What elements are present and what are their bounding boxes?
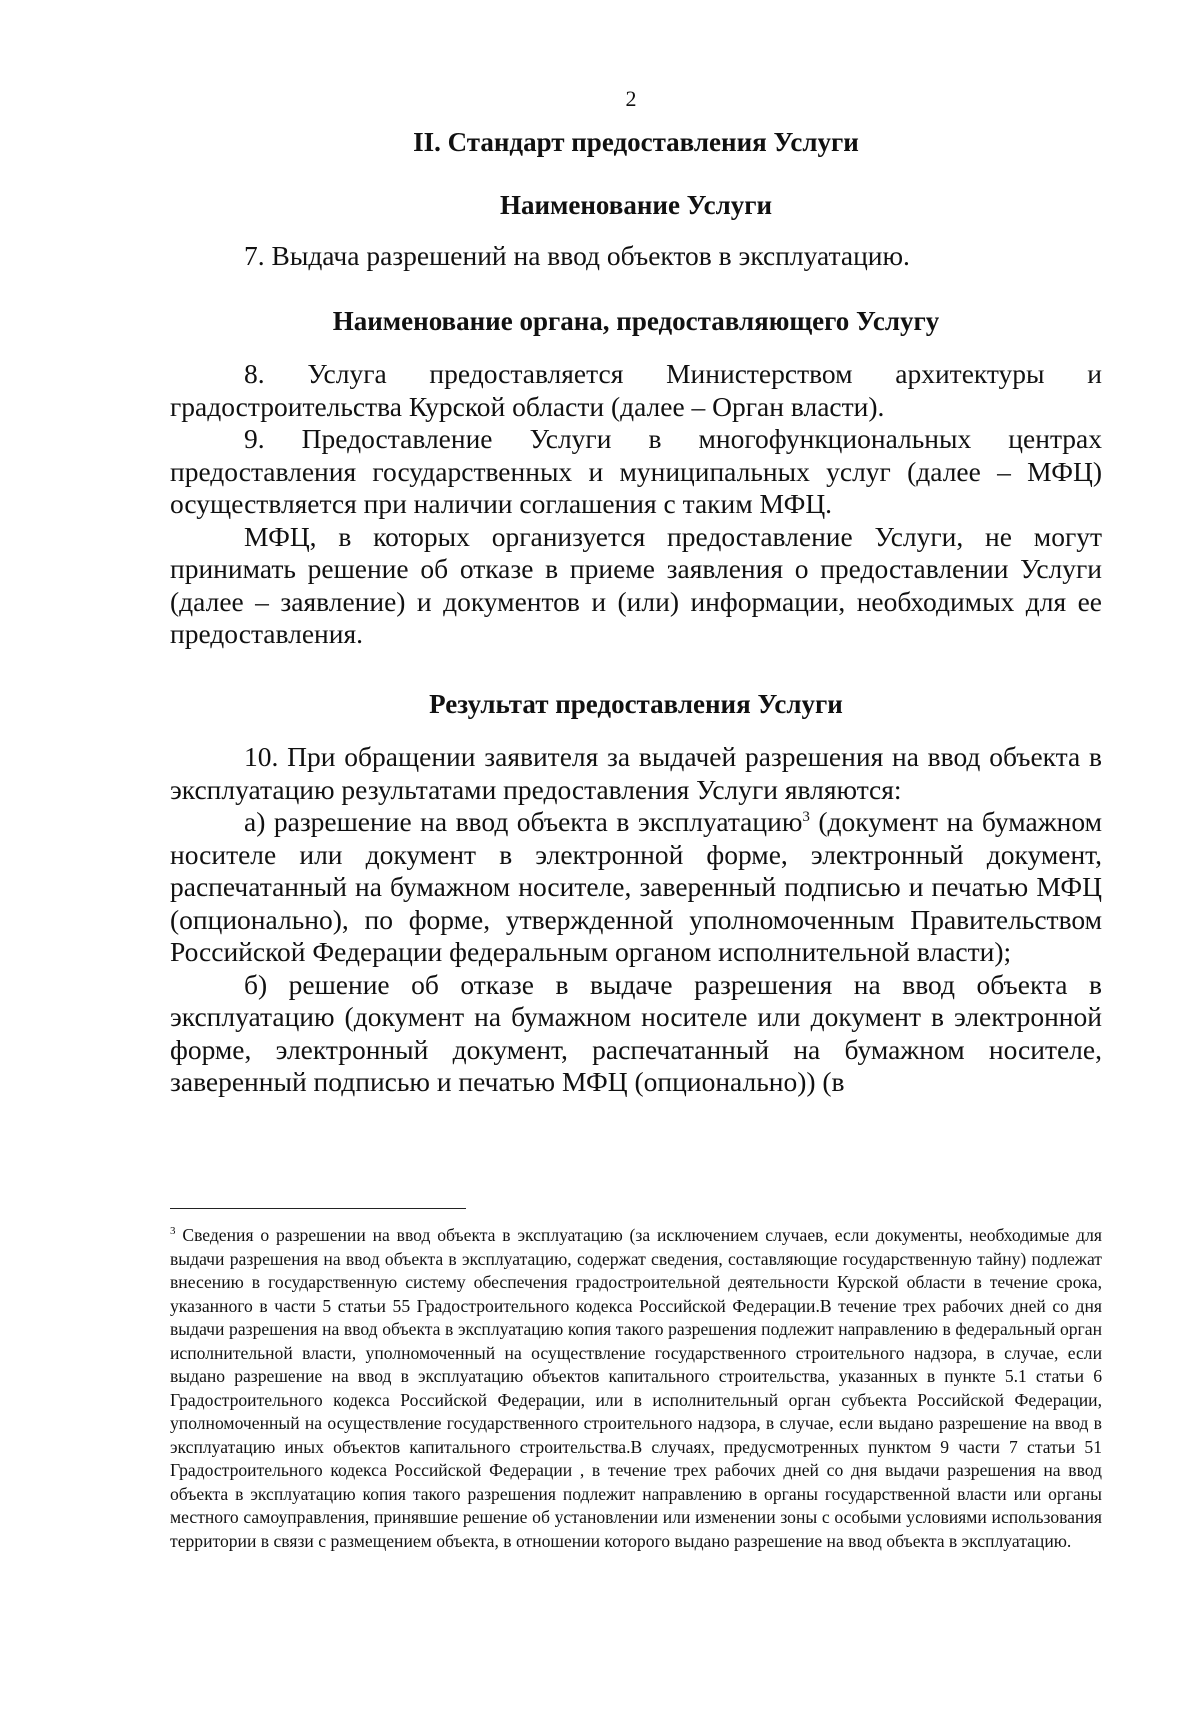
item-10: 10. При обращении заявителя за выдачей разрешения на ввод объекта в эксплуатацию результатами предоставления Услуги являются: <box>170 741 1102 805</box>
item-8: 8. Услуга предоставляется Министерством архитектуры и градостроительства Курской области (далее – Орган власти). <box>170 358 1102 422</box>
item-9-continuation: МФЦ, в которых организуется предоставление Услуги, не могут принимать решение об отказе в приеме заявления о предоставлении Услуги (далее – заявление) и документов и (или) информации, необходимых для ее предоставления. <box>170 520 1102 649</box>
item-7: 7. Выдача разрешений на ввод объектов в эксплуатацию. <box>244 240 910 271</box>
footnote-3 <box>170 1224 1102 1553</box>
footnote-number: 3 <box>170 1225 176 1238</box>
page-number: 2 <box>625 86 637 111</box>
item-7-block <box>170 240 1102 273</box>
item-10b: б) решение об отказе в выдаче разрешения на ввод объекта в эксплуатацию (документ на бумажном носителе или документ в электронной форме, электронный документ, распечатанный на бумажном носителе, заверенный подписью и печатью МФЦ (опционально)) (в <box>170 968 1102 1097</box>
item-10a <box>170 806 1102 969</box>
heading-service-name: Наименование Услуги <box>499 190 773 220</box>
heading-result: Результат предоставления Услуги <box>429 689 843 719</box>
item-10-block <box>170 741 1102 1099</box>
item-10a-rest: (документ на бумажном носителе или документ в электронной форме, электронный документ, распечатанный на бумажном носителе, заверенный подписью и печатью МФЦ (опционально), по форме, утвержденной уполномоченным Правительством Российской Федерации федеральным органом исполнительной власти); <box>170 806 1102 967</box>
item-10a-start: а) разрешение на ввод объекта в эксплуатацию <box>244 806 803 837</box>
heading-organ: Наименование органа, предоставляющего Услугу <box>332 306 940 336</box>
footnote-separator <box>170 1208 466 1209</box>
item-9: 9. Предоставление Услуги в многофункциональных центрах предоставления государственных и муниципальных услуг (далее – МФЦ) осуществляется при наличии соглашения с таким МФЦ. <box>170 423 1102 519</box>
footnote-text: Сведения о разрешении на ввод объекта в эксплуатацию (за исключением случаев, если документы, необходимые для выдачи разрешения на ввод объекта в эксплуатацию, содержат сведения, составляющие государственную тайну) подлежат внесению в государственную систему обеспечения градостроительной деятельности Курской области в течение срока, указанного в части 5 статьи 55 Градостроительного кодекса Российской Федерации.В течение трех рабочих дней со дня выдачи разрешения на ввод объекта в эксплуатацию копия такого разрешения подлежит направлению в федеральный орган исполнительной власти, уполномоченный на осуществление государственного строительного надзора, в случае, если выдано разрешение на ввод в эксплуатацию объектов капитального строительства, указанных в пункте 5.1 статьи 6 Градостроительного кодекса Российской Федерации, или в исполнительный орган субъекта Российской Федерации, уполномоченный на осуществление государственного строительного надзора, в случае, если выдано разрешение на ввод в эксплуатацию иных объектов капитального строительства.В случаях, предусмотренных пунктом 9 части 7 статьи 51 Градостроительного кодекса Российской Федерации , в течение трех рабочих дней со дня выдачи разрешения на ввод объекта в эксплуатацию копия такого разрешения подлежит направлению в органы государственной власти или органы местного самоуправления, принявшие решение об установлении или изменении зоны с особыми условиями использования территории в связи с размещением объекта, в отношении которого выдано разрешение на ввод объекта в эксплуатацию. <box>170 1225 1102 1551</box>
footnote-ref-3: 3 <box>802 808 810 825</box>
section-title: II. Стандарт предоставления Услуги <box>413 127 859 157</box>
items-8-9-block <box>170 358 1102 651</box>
